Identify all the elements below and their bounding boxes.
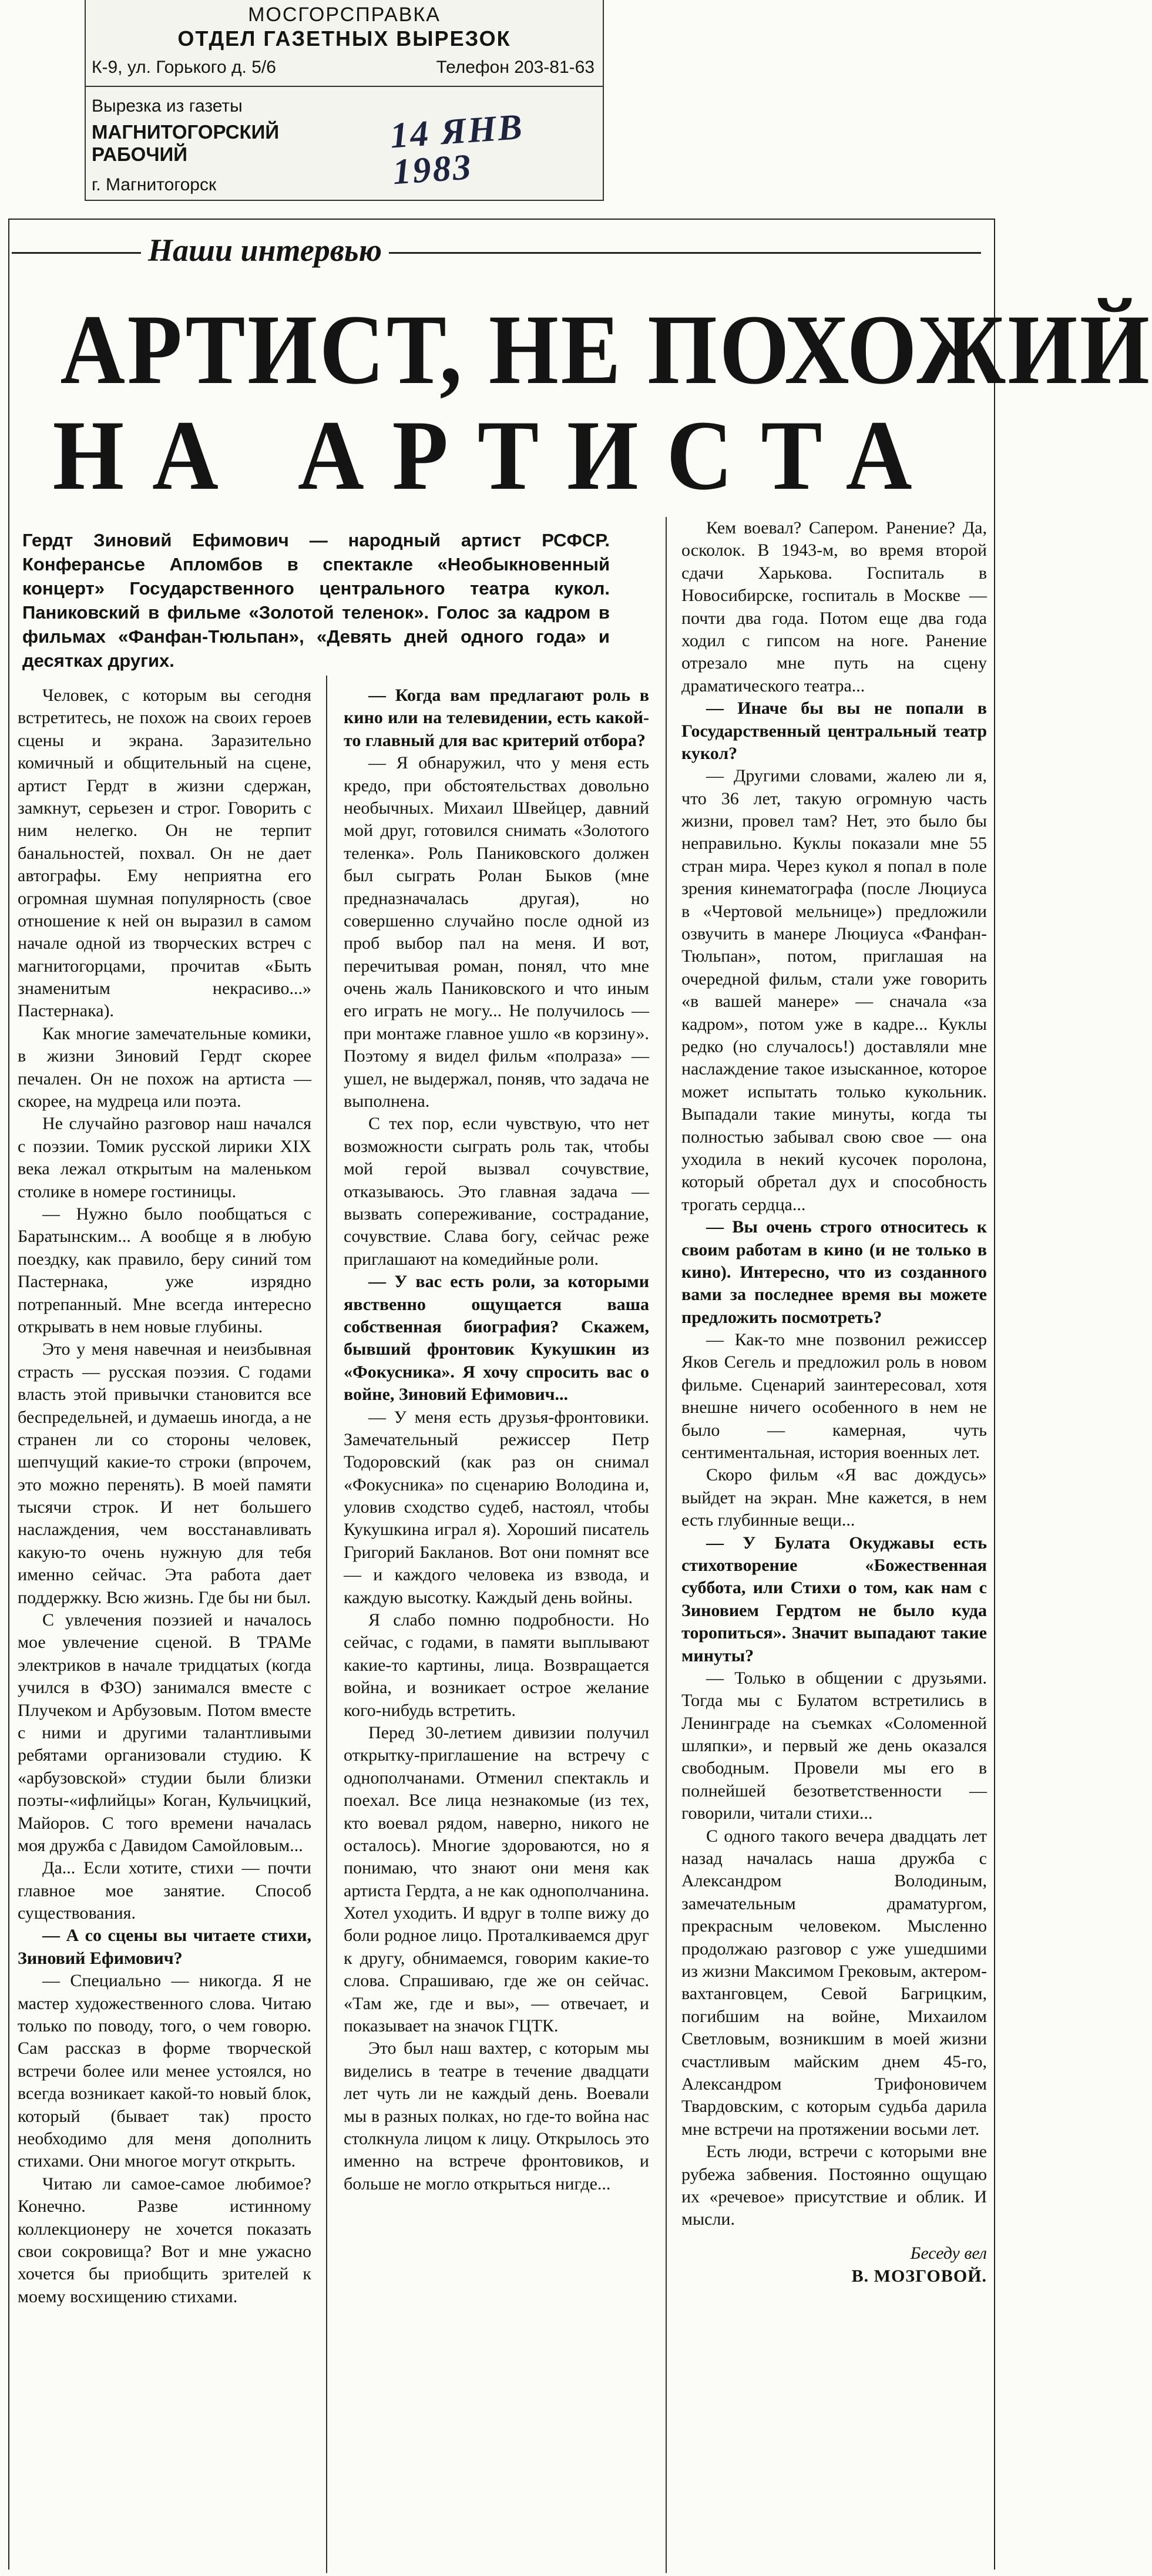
article-paragraph: С увлечения поэзией и началось мое увлечение сценой. В ТРАМе электриков в начале тридцатых (когда учился в ФЗО) занимался вместе с Плучеком и Арбузовым. Потом вместе с ними и другими талантливыми ребятами организовали студию. К «арбузовской» студии были близки поэты-«ифлийцы» Коган, Кульчицкий, Майоров. С того времени началась моя дружба с Давидом Самойловым...	[18, 1610, 311, 1855]
rubric-bar	[12, 232, 981, 273]
article-paragraph: — Я обнаружил, что у меня есть кредо, при обстоятельствах довольно необычных. Михаил Швейцер, давний мой друг, готовился снимать «Золотого теленка». Роль Паниковского должен был сыграть Ролан Быков (мне предназначалась другая), но совершенно случайно после одной из проб выбор пал на меня. И вот, перечитывая роман, понял, что мне очень жаль Паниковского и что иным его играть не могу... Не получилось — при монтаже главное ушло «в корзину». Поэтому я видел фильм «полраза» — ушел, не выдержал, поняв, что задача не выполнена.	[344, 753, 649, 1111]
stamp-department: ОТДЕЛ ГАЗЕТНЫХ ВЫРЕЗОК	[177, 26, 511, 51]
stamp-organization: МОСГОРСПРАВКА	[248, 4, 441, 26]
article-paragraph: Кем воевал? Сапером. Ранение? Да, осколок. В 1943-м, во время второй сдачи Харькова. Госпиталь в Новосибирске, госпиталь в Москве — почти два года. Потом еще два года ходил с гипсом на ноге. Ранение отрезало мне путь на сцену драматического театра...	[681, 518, 987, 696]
article-paragraph: Скоро фильм «Я вас дождусь» выйдет на экран. Мне кажется, в нем есть глубинные вещи...	[681, 1465, 987, 1530]
interview-question: — Иначе бы вы не попали в Государственный центральный театр кукол?	[681, 698, 987, 763]
article-paragraph: С тех пор, если чувствую, что нет возможности сыграть роль так, чтобы мой герой вызвал сочувствие, отказываюсь. Это главная задача — вызвать сопереживание, сострадание, сочувствие. Слава богу, сейчас реже приглашают на комедийные роли.	[344, 1114, 649, 1269]
article-paragraph: — Нужно было пообщаться с Баратынским... А вообще я в любую поездку, как правило, беру синий том Пастернака, уже изрядно потрепанный. Мне всегда интересно открывать в нем новые глубины.	[18, 1204, 311, 1336]
rubric-title: Наши интервью	[141, 234, 389, 266]
interview-question: — У вас есть роли, за которыми явственно ощущается ваша собственная биография? Скажем, бывший фронтовик Кукушкин из «Фокусника». Я хочу спросить вас о войне, Зиновий Ефимович...	[344, 1272, 649, 1405]
article-paragraph: Это у меня навечная и неизбывная страсть — русская поэзия. С годами власть этой привычки становится все беспредельней, и думаешь иногда, а не странен ли со стороны человек, шепчущий какие-то строки (впрочем, это можно перенять). В моей памяти тысячи строк. И нет большего наслаждения, чем восстанавливать какую-то очень нужную для тебя именно сейчас. Эта работа дает поддержку. Всю жизнь. Где бы ни был.	[18, 1339, 311, 1607]
column-divider-2	[666, 517, 667, 2573]
interview-question: — Вы очень строго относитесь к своим работам в кино (и не только в кино). Интересно, что из созданного вами за последнее время вы можете предложить посмотреть?	[681, 1217, 987, 1327]
stamp-cutting-label: Вырезка из газеты	[92, 96, 243, 116]
article-paragraph: Как многие замечательные комики, в жизни Зиновий Гердт скорее печален. Он не похож на артиста — скорее, на мудреца или поэта.	[18, 1023, 311, 1111]
stamp-newspaper-line1: МАГНИТОГОРСКИЙ	[92, 121, 280, 143]
headline-line-1: АРТИСТ, НЕ ПОХОЖИЙ	[60, 294, 1152, 405]
article-paragraph: Перед 30-летием дивизии получил открытку-приглашение на встречу с однополчанами. Отменил спектакль и поехал. Все лица незнакомые (из тех, кто воевал рядом, наверно, никого не осталось). Многие здороваются, но я понимаю, что знают они меня как артиста Гердта, а не как однополчанина. Хотел уходить. И вдруг в толпе вижу до боли родное лицо. Проталкиваемся друг к другу, обнимаемся, говорим какие-то слова. Спрашиваю, где же он сейчас. «Там же, где и вы», — отвечает, и показывает на значок ГЦТК.	[344, 1722, 649, 2036]
article-paragraph: С одного такого вечера двадцать лет назад началась наша дружба с Александром Володиным, замечательным драматургом, прекрасным человеком. Мысленно продолжаю разговор с уже ушедшими из жизни Максимом Грековым, актером-вахтанговцем, Севой Багрицким, погибшим на войне, Михаилом Светловым, возникшим в моей жизни счастливым майским днем 45-го, Александром Трифоновичем Твардовским, с которым судьба дарила мне встречи на протяжении восьми лет.	[681, 1826, 987, 2139]
article-column-2	[344, 684, 649, 2573]
article-paragraph: — Только в общении с друзьями. Тогда мы с Булатом встретились в Ленинграде на съемках «Соломенной шляпки», и первый же день оказался свободным. Провели мы его в полнейшей безответственности — говорили, читали стихи...	[681, 1668, 987, 1823]
byline-label: Беседу вел	[910, 2243, 987, 2263]
stamp-divider	[86, 86, 603, 87]
article-lead: Гердт Зиновий Ефимович — народный артист РСФСР. Конферансье Апломбов в спектакле «Необыкновенный концерт» Государственного центрального театра кукол. Паниковский в фильме «Золотой теленок». Голос за кадром в фильмах «Фанфан-Тюльпан», «Девять дней одного года» и десятках других.	[22, 530, 610, 671]
article-paragraph: — У меня есть друзья-фронтовики. Замечательный режиссер Петр Тодоровский (как раз он снимал «Фокусника» по сценарию Володина и, уловив сходство судеб, настоял, чтобы Кукушкина играл я). Хороший писатель Григорий Бакланов. Вот они помнят все — и каждого человека из взвода, и каждую высотку. Каждый день войны.	[344, 1407, 649, 1607]
article-paragraph: Это был наш вахтер, с которым мы виделись в театре в течение двадцати лет чуть ли не каждый день. Воевали мы в разных полках, но где-то война нас столкнула лицом к лицу. Открылось это именно на встрече фронтовиков, и больше не могло открыться нигде...	[344, 2038, 649, 2194]
byline	[681, 2242, 987, 2288]
article-paragraph: — Специально — никогда. Я не мастер художественного слова. Читаю только по поводу, того, о чем говорю. Сам рассказ в форме творческой встречи более или менее устоялся, но всегда возникает какой-то новый блок, который (бывает так) просто необходимо для меня дополнить стихами. Они многое могут открыть.	[18, 1971, 311, 2171]
stamp-city: г. Магнитогорск	[92, 175, 217, 194]
stamp-address: К-9, ул. Горького д. 5/6	[92, 58, 276, 77]
interview-question: — А со сцены вы читаете стихи, Зиновий Ефимович?	[18, 1926, 311, 1968]
article-paragraph: Читаю ли самое-самое любимое? Конечно. Разве истинному коллекционеру не хочется показать свои сокровища? Вот и мне ужасно хочется бы приобщить зрителей к моему восхищению стихами.	[18, 2174, 311, 2306]
stamp-newspaper-name	[92, 121, 279, 166]
article-column-3	[681, 517, 987, 2573]
headline-line-2: НА АРТИСТА	[52, 400, 941, 511]
interview-question: — У Булата Окуджавы есть стихотворение «Божественная суббота, или Стихи о том, как нам с Зиновием Гердтом не было куда торопиться». Значит выпадают такие минуты?	[681, 1533, 987, 1665]
article-paragraph: Есть люди, встречи с которыми вне рубежа забвения. Постоянно ощущаю их «речевое» присутствие и облик. И мысли.	[681, 2142, 987, 2229]
stamp-handwritten-date: 14 ЯНВ 1983	[388, 106, 525, 193]
article-paragraph: — Другими словами, жалею ли я, что 36 лет, такую огромную часть жизни, провел там? Нет, это было бы неправильно. Куклы показали мне 55 стран мира. Через кукол я попал в поле зрения кинематографа (после Люциуса в «Чертовой мельнице») предложили озвучить в манере Люциуса «Фанфан-Тюльпан», потом, приглашая на очередной фильм, стали уже говорить «в вашей манере» — сначала «за кадром», потом уже в кадре... Куклы редко (но случалось!) доставляли мне наслаждение такое изысканное, которое может испытать только кукольник. Выпадали такие минуты, когда ты полностью забывал свою свое — она уходила в некий кусочек поролона, который обретал дух и способность трогать сердца...	[681, 766, 987, 1214]
rubric-rule-left	[12, 252, 147, 254]
interview-question: — Когда вам предлагают роль в кино или на телевидении, есть какой-то главный для вас критерий отбора?	[344, 686, 649, 750]
clipping-service-stamp	[85, 0, 604, 201]
article-column-1	[18, 684, 311, 2573]
stamp-newspaper-line2: РАБОЧИЙ	[92, 143, 187, 165]
column-divider-1	[326, 676, 327, 2573]
article-paragraph: Человек, с которым вы сегодня встретитесь, не похож на своих героев сцены и экрана. Заразительно комичный и общительный на сцене, артист Гердт в жизни сдержан, замкнут, серьезен и строг. Говорить с ним нелегко. Он не терпит банальностей, похвал. Он не дает автографы. Ему неприятна его огромная шумная популярность (свое отношение к ней он выразил в самом начале одной из творческих встреч с магнитогорцами, прочитав «Быть знаменитым некрасиво...» Пастернака).	[18, 686, 311, 1021]
article-paragraph: Не случайно разговор наш начался с поэзии. Томик русской лирики XIX века лежал открытым на маленьком столике в номере гостиницы.	[18, 1114, 311, 1201]
article-paragraph: Да... Если хотите, стихи — почти главное мое занятие. Способ существования.	[18, 1858, 311, 1923]
rubric-rule-right	[388, 252, 981, 254]
byline-author: В. МОЗГОВОЙ.	[851, 2266, 987, 2286]
article-paragraph: Я слабо помню подробности. Но сейчас, с годами, в памяти выплывают какие-то картины, лица. Возвращается война, и возникает острое желание кого-нибудь встретить.	[344, 1610, 649, 1720]
article-paragraph: — Как-то мне позвонил режиссер Яков Сегель и предложил роль в новом фильме. Сценарий заинтересовал, хотя внешне ничего особенного в нем не было — камерная, чуть сентиментальная, история военных лет.	[681, 1330, 987, 1463]
stamp-phone: Телефон 203-81-63	[436, 58, 595, 77]
